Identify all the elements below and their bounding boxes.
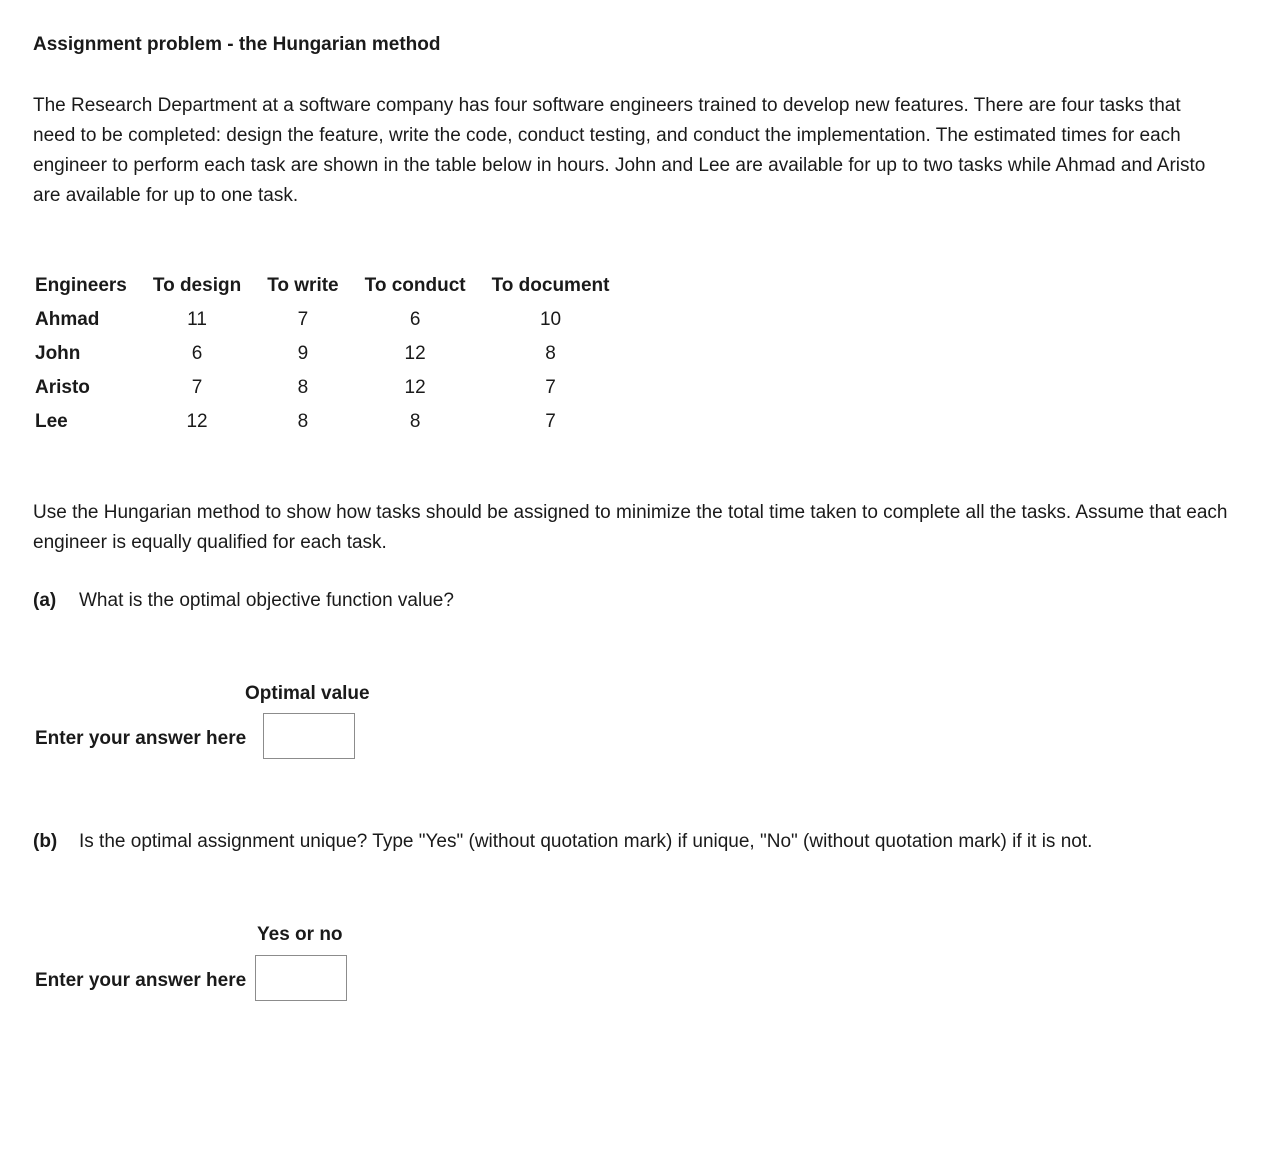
yes-or-no-input[interactable] — [255, 955, 347, 1001]
table-cell: 8 — [297, 377, 309, 398]
header-to-conduct: To conduct — [364, 275, 466, 296]
table-cell: 10 — [539, 309, 562, 330]
instructions: Use the Hungarian method to show how tasks should be assigned to minimize the total time taken to complete all the tasks. Assume that each engineer is equally qualified for each task. — [33, 502, 1228, 553]
table-row — [22, 405, 622, 439]
table-cell: 7 — [191, 377, 203, 398]
table-cell: 12 — [404, 343, 426, 364]
answer-b-caption: Yes or no — [257, 924, 343, 945]
task-times-table — [22, 269, 622, 439]
engineer-name: John — [35, 343, 81, 364]
question-a — [33, 590, 454, 612]
question-b-label: (b) — [33, 831, 58, 852]
table-cell: 6 — [409, 309, 421, 330]
table-cell: 12 — [186, 411, 208, 432]
table-cell: 7 — [545, 411, 556, 432]
engineer-name: Lee — [35, 411, 68, 432]
header-engineers: Engineers — [35, 275, 127, 296]
header-to-write: To write — [267, 275, 339, 296]
answer-a-caption: Optimal value — [245, 683, 370, 704]
question-a-label: (a) — [33, 590, 57, 611]
optimal-value-input[interactable] — [263, 713, 355, 759]
table-cell: 8 — [409, 411, 421, 432]
answer-a-prompt: Enter your answer here — [35, 728, 247, 749]
table-row — [22, 371, 622, 405]
header-to-document: To document — [491, 275, 610, 296]
table-cell: 8 — [545, 343, 556, 364]
table-cell: 12 — [404, 377, 426, 398]
engineer-name: Ahmad — [35, 309, 100, 330]
question-a-text: What is the optimal objective function value? — [79, 590, 454, 611]
table-header-row — [22, 269, 622, 303]
answer-b-prompt: Enter your answer here — [35, 970, 247, 991]
table-row — [22, 337, 622, 371]
table-cell: 6 — [191, 343, 203, 364]
table-cell: 7 — [297, 309, 309, 330]
table-cell: 8 — [297, 411, 309, 432]
problem-description: The Research Department at a software company has four software engineers trained to develop new features. There are four tasks that need to be completed: design the feature, write the code, conduct testing, and conduct the implementation. The estimated times for each engineer to perform each task are shown in the table below in hours. John and Lee are available for up to two tasks while Ahmad and Aristo are available for up to one task. — [33, 95, 1206, 206]
header-to-design: To design — [152, 275, 242, 296]
table-cell: 11 — [187, 309, 207, 330]
question-b-text: Is the optimal assignment unique? Type "Yes" (without quotation mark) if unique, "No" (without quotation mark) if it is not. — [79, 831, 1093, 852]
page-title: Assignment problem - the Hungarian method — [33, 34, 441, 55]
table-row — [22, 303, 622, 337]
engineer-name: Aristo — [35, 377, 90, 398]
table-cell: 9 — [297, 343, 309, 364]
table-cell: 7 — [545, 377, 556, 398]
question-b — [33, 831, 1092, 853]
